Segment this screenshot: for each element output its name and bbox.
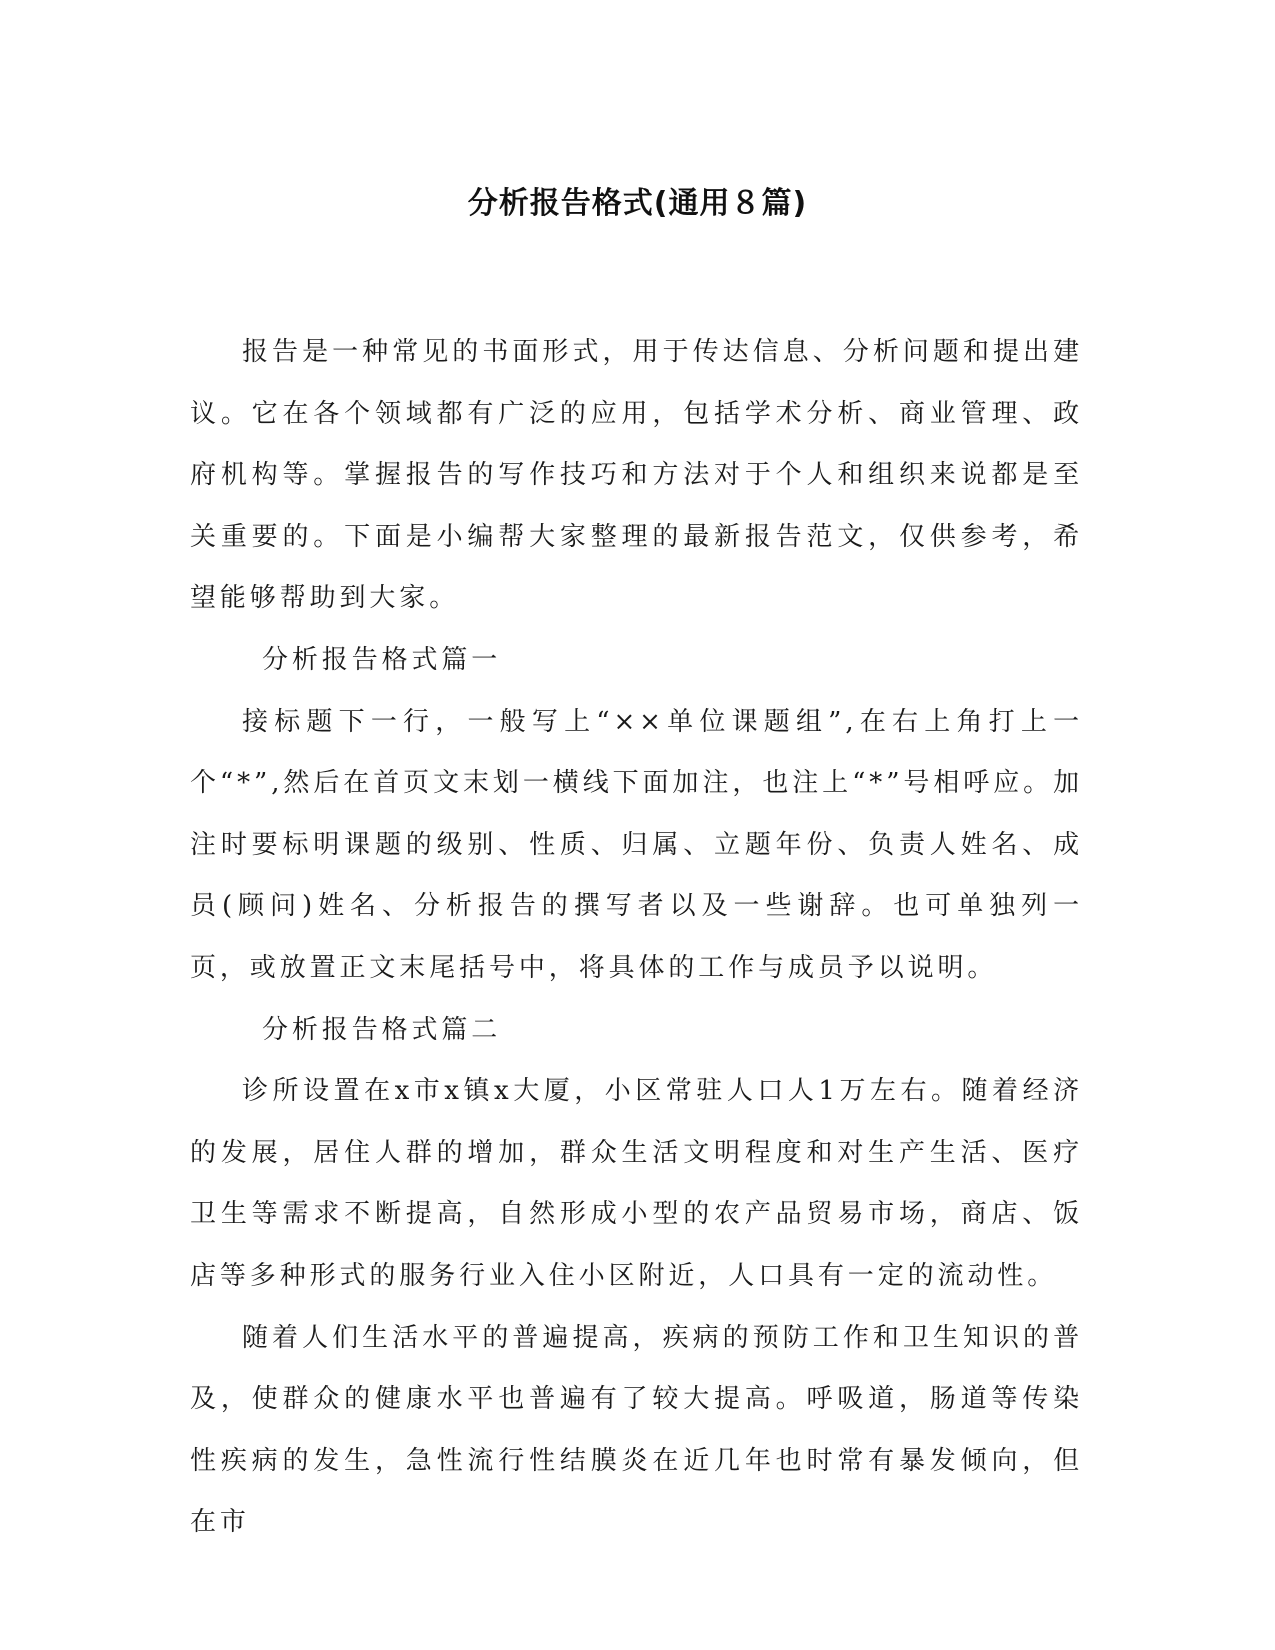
section2-paragraph-1: 诊所设置在x市x镇x大厦，小区常驻人口人1万左右。随着经济的发展，居住人群的增加，群众生活文明程度和对生产生活、医疗卫生等需求不断提高，自然形成小型的农产品贸易市场，商店、饭店等多种形式的服务行业入住小区附近，人口具有一定的流动性。 (190, 1076, 1083, 1291)
intro-paragraph: 报告是一种常见的书面形式，用于传达信息、分析问题和提出建议。它在各个领域都有广泛的应用，包括学术分析、商业管理、政府机构等。掌握报告的写作技巧和方法对于个人和组织来说都是至关重要的。下面是小编帮大家整理的最新报告范文，仅供参考，希望能够帮助到大家。 (190, 337, 1083, 614)
section2-paragraph-2: 随着人们生活水平的普遍提高，疾病的预防工作和卫生知识的普及，使群众的健康水平也普遍有了较大提高。呼吸道，肠道等传染性疾病的发生，急性流行性结膜炎在近几年也时常有暴发倾向，但在市 (190, 1322, 1083, 1538)
section-heading-1: 分析报告格式篇一 (262, 644, 502, 675)
document-title: 分析报告格式(通用８篇) (467, 186, 808, 221)
document-body (190, 322, 1083, 1554)
section1-paragraph-1: 接标题下一行，一般写上“××单位课题组”,在右上角打上一个“*”,然后在首页文末划一横线下面加注，也注上“*”号相呼应。加注时要标明课题的级别、性质、归属、立题年份、负责人姓名、成员(顾问)姓名、分析报告的撰写者以及一些谢辞。也可单独列一页，或放置正文末尾括号中，将具体的工作与成员予以说明。 (190, 706, 1083, 983)
section-heading-2: 分析报告格式篇二 (262, 1014, 502, 1045)
